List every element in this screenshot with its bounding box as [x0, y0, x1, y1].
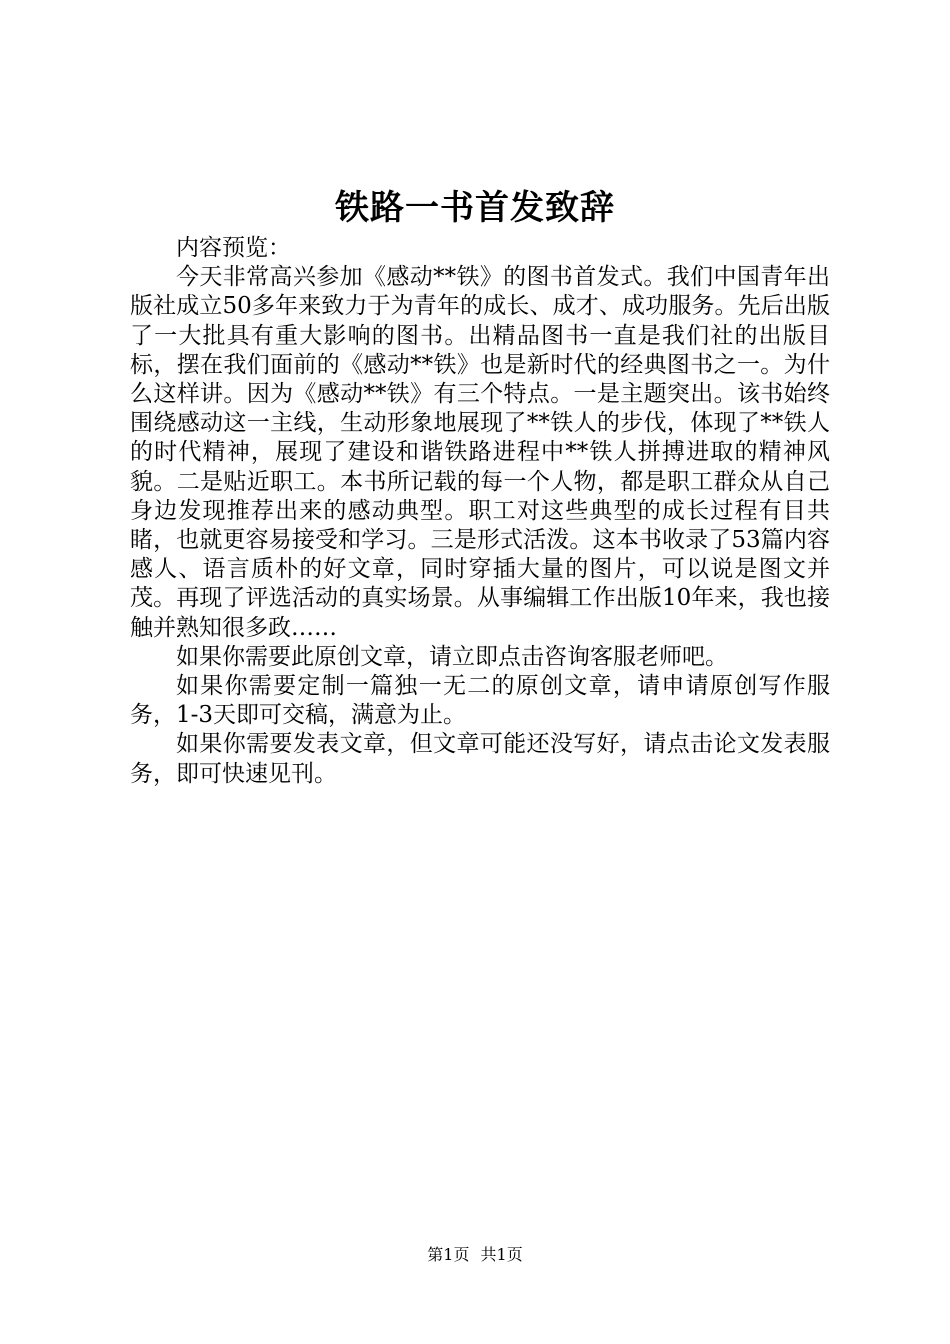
document-body [130, 234, 830, 789]
preview-paragraph: 今天非常高兴参加《感动**铁》的图书首发式。我们中国青年出版社成立50多年来致力于为青年的成长、成才、成功服务。先后出版了一大批具有重大影响的图书。出精品图书一直是我们社的出版目标，摆在我们面前的《感动**铁》也是新时代的经典图书之一。为什么这样讲。因为《感动**铁》有三个特点。一是主题突出。该书始终围绕感动这一主线，生动形象地展现了**铁人的步伐，体现了**铁人的时代精神，展现了建设和谐铁路进程中**铁人拼搏进取的精神风貌。二是贴近职工。本书所记载的每一个人物，都是职工群众从自己身边发现推荐出来的感动典型。职工对这些典型的成长过程有目共睹，也就更容易接受和学习。三是形式活泼。这本书收录了53篇内容感人、语言质朴的好文章，同时穿插大量的图片，可以说是图文并茂。再现了评选活动的真实场景。从事编辑工作出版10年来，我也接触并熟知很多政…… [130, 264, 830, 641]
preview-label: 内容预览： [176, 235, 291, 261]
page-footer [0, 1244, 950, 1266]
consult-service-paragraph: 如果你需要此原创文章，请立即点击咨询客服老师吧。 [176, 643, 728, 670]
page-number: 第1页 [427, 1245, 470, 1264]
custom-writing-paragraph: 如果你需要定制一篇独一无二的原创文章，请申请原创写作服务，1-3天即可交稿，满意为止。 [130, 673, 830, 729]
document-title: 铁路一书首发致辞 [335, 188, 615, 228]
publish-service-paragraph: 如果你需要发表文章，但文章可能还没写好，请点击论文发表服务，即可快速见刊。 [130, 731, 830, 787]
page-total: 共1页 [480, 1245, 523, 1264]
